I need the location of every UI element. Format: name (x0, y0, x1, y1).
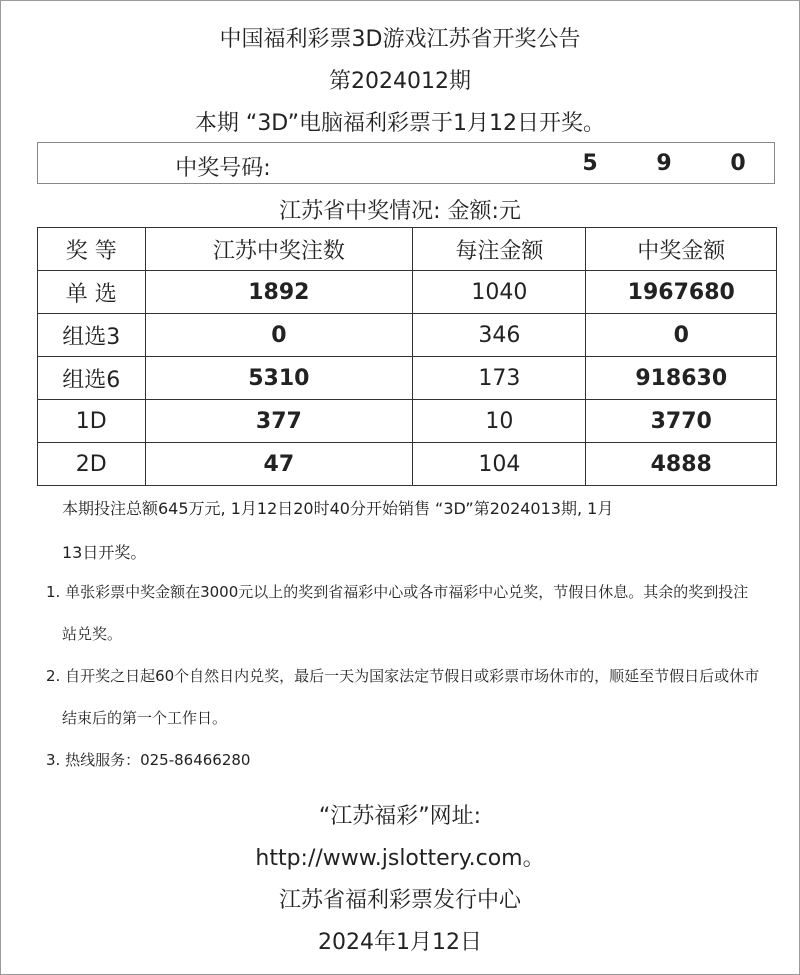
cell-count: 377 (145, 400, 413, 443)
table-header-row (38, 228, 777, 271)
note-3-hotline: 3. 热线服务：025-86466280 (46, 751, 251, 769)
sales-info-line1: 本期投注总额645万元, 1月12日20时40分开始销售 “3D”第2024013期, 1月 (62, 499, 614, 518)
cell-per-amount: 346 (413, 314, 586, 357)
announcement-title: 中国福利彩票3D游戏江苏省开奖公告 (219, 27, 581, 52)
cell-per-amount: 10 (413, 400, 586, 443)
cell-total: 918630 (586, 357, 777, 400)
cell-count: 47 (145, 443, 413, 486)
cell-level: 单 选 (38, 271, 146, 314)
draw-notice: 本期 “3D”电脑福利彩票于1月12日开奖。 (194, 111, 606, 136)
summary-heading: 江苏省中奖情况: 金额:元 (279, 199, 521, 224)
cell-count: 5310 (145, 357, 413, 400)
announcement-date: 2024年1月12日 (318, 930, 482, 955)
cell-count: 0 (145, 314, 413, 357)
prize-table (37, 227, 777, 486)
table-row (38, 271, 777, 314)
cell-total: 4888 (586, 443, 777, 486)
note-1-line1: 1. 单张彩票中奖金额在3000元以上的奖到省福彩中心或各市福彩中心兑奖，节假日休息。其余的奖到投注 (46, 583, 749, 601)
table-row (38, 314, 777, 357)
note-2-line2: 结束后的第一个工作日。 (62, 709, 228, 727)
site-label: “江苏福彩”网址: (318, 804, 482, 829)
cell-per-amount: 1040 (413, 271, 586, 314)
header-total: 中奖金额 (586, 228, 777, 271)
issue-number: 第2024012期 (329, 69, 471, 94)
cell-per-amount: 104 (413, 443, 586, 486)
winning-number-label: 中奖号码: (175, 156, 271, 181)
cell-level: 组选3 (38, 314, 146, 357)
issuer-org: 江苏省福利彩票发行中心 (278, 888, 521, 913)
table-row (38, 443, 777, 486)
header-per-amount: 每注金额 (413, 228, 586, 271)
cell-per-amount: 173 (413, 357, 586, 400)
cell-level: 2D (38, 443, 146, 486)
winning-digit-2: 9 (656, 151, 672, 176)
cell-count: 1892 (145, 271, 413, 314)
header-count: 江苏中奖注数 (145, 228, 413, 271)
note-2-line1: 2. 自开奖之日起60个自然日内兑奖，最后一天为国家法定节假日或彩票市场休市的，顺延至节假日后或休市 (46, 667, 760, 685)
winning-digit-3: 0 (730, 151, 746, 176)
cell-level: 1D (38, 400, 146, 443)
winning-digit-1: 5 (582, 151, 598, 176)
cell-total: 1967680 (586, 271, 777, 314)
note-1-line2: 站兑奖。 (62, 625, 123, 643)
cell-level: 组选6 (38, 357, 146, 400)
cell-total: 0 (586, 314, 777, 357)
sales-info-line2: 13日开奖。 (62, 543, 147, 562)
table-row (38, 357, 777, 400)
winning-number-box (37, 142, 775, 184)
table-row (38, 400, 777, 443)
header-level: 奖 等 (38, 228, 146, 271)
site-url[interactable]: http://www.jslottery.com。 (255, 846, 545, 871)
cell-total: 3770 (586, 400, 777, 443)
